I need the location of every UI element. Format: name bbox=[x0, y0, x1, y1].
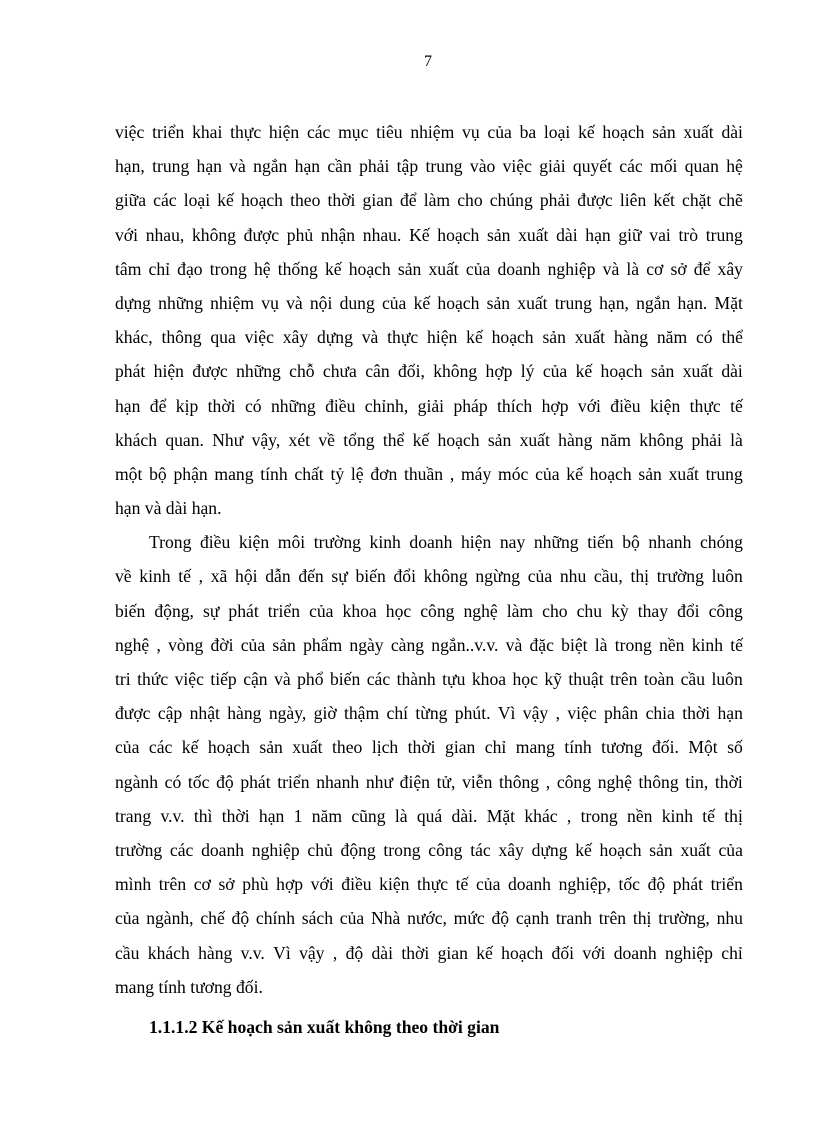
text-line: một bộ phận mang tính chất tỷ lệ đơn thuần , máy móc của kế hoạch sản xuất trung bbox=[115, 463, 743, 484]
text-line: của ngành, chế độ chính sách của Nhà nước, mức độ cạnh tranh trên thị trường, nhu bbox=[115, 908, 743, 929]
text-line: nghệ , vòng đời của sản phẩm ngày càng ngắn..v.v. và đặc biệt là trong nền kinh tế bbox=[115, 634, 743, 655]
text-line: giữa các loại kế hoạch theo thời gian để làm cho chúng phải được liên kết chặt chẽ bbox=[115, 190, 743, 211]
text-line: trang v.v. thì thời hạn 1 năm cũng là quá dài. Mặt khác , trong nền kinh tế thị bbox=[115, 805, 743, 826]
text-line: mình trên cơ sở phù hợp với điều kiện thực tế của doanh nghiệp, tốc độ phát triển bbox=[115, 874, 743, 895]
text-line: ngành có tốc độ phát triển nhanh như điện tử, viễn thông , công nghệ thông tin, thời bbox=[115, 771, 743, 792]
text-line: tri thức việc tiếp cận và phổ biến các thành tựu khoa học kỹ thuật trên toàn cầu luôn bbox=[115, 669, 743, 689]
text-line: biến động, sự phát triển của khoa học công nghệ làm cho chu kỳ thay đổi công bbox=[115, 600, 743, 621]
text-line: khách quan. Như vậy, xét về tổng thể kế hoạch sản xuất hàng năm không phải là bbox=[115, 429, 743, 450]
text-line: việc triển khai thực hiện các mục tiêu nhiệm vụ của ba loại kế hoạch sản xuất dài bbox=[115, 122, 743, 142]
text-line: hạn để kịp thời có những điều chỉnh, giải pháp thích hợp với điều kiện thực tế bbox=[115, 395, 743, 416]
body-text bbox=[115, 115, 743, 1004]
text-line: tâm chỉ đạo trong hệ thống kế hoạch sản xuất của doanh nghiệp và là cơ sở để xây bbox=[115, 258, 743, 279]
text-line: trường các doanh nghiệp chủ động trong công tác xây dựng kế hoạch sản xuất của bbox=[115, 839, 743, 860]
text-line: khác, thông qua việc xây dựng và thực hiện kế hoạch sản xuất hàng năm có thể bbox=[115, 327, 743, 348]
text-line: dựng những nhiệm vụ và nội dung của kế hoạch sản xuất trung hạn, ngắn hạn. Mặt bbox=[115, 292, 743, 313]
text-line: với nhau, không được phủ nhận nhau. Kế hoạch sản xuất dài hạn giữ vai trò trung bbox=[115, 224, 743, 245]
text-line: hạn, trung hạn và ngắn hạn cần phải tập trung vào việc giải quyết các mối quan hệ bbox=[115, 156, 743, 177]
text-line: hạn và dài hạn. bbox=[115, 498, 222, 519]
text-line: phát hiện được những chỗ chưa cân đối, không hợp lý của kế hoạch sản xuất dài bbox=[115, 361, 743, 382]
text-line: được cập nhật hàng ngày, giờ thậm chí từng phút. Vì vậy , việc phân chia thời hạn bbox=[115, 703, 743, 724]
text-line: mang tính tương đối. bbox=[115, 976, 263, 997]
text-line: của các kế hoạch sản xuất theo lịch thời gian chỉ mang tính tương đối. Một số bbox=[115, 737, 743, 758]
text-line: Trong điều kiện môi trường kinh doanh hiện nay những tiến bộ nhanh chóng bbox=[149, 532, 743, 553]
paragraph-1 bbox=[115, 115, 743, 525]
section-heading: 1.1.1.2 Kế hoạch sản xuất không theo thời gian bbox=[149, 1017, 500, 1037]
page-number: 7 bbox=[424, 53, 432, 70]
text-line: cầu khách hàng v.v. Vì vậy , độ dài thời gian kế hoạch đối với doanh nghiệp chỉ bbox=[115, 942, 743, 963]
text-line: về kinh tế , xã hội dẫn đến sự biến đổi không ngừng của nhu cầu, thị trường luôn bbox=[115, 566, 743, 587]
paragraph-2 bbox=[115, 525, 743, 1004]
